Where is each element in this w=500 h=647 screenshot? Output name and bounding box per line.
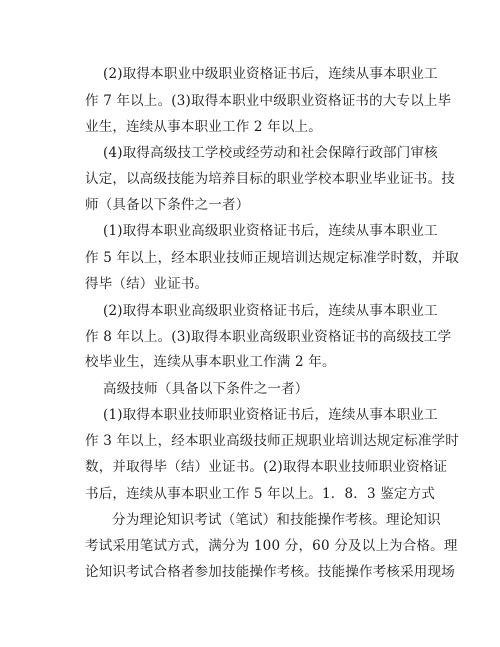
- text-line: (1)取得本职业技师职业资格证书后，连续从事本职业工: [103, 407, 438, 423]
- text-line: 分为理论知识考试（笔试）和技能操作考核。理论知识: [112, 512, 441, 528]
- text-line: 作 3 年以上，经本职业高级技师正规职业培训达规定标准学时: [85, 433, 459, 449]
- text-line: (2)取得本职业高级职业资格证书后，连续从事本职业工: [103, 303, 438, 319]
- text-line: 业生，连续从事本职业工作 2 年以上。: [85, 119, 322, 135]
- text-line: 论知识考试合格者参加技能操作考核。技能操作考核采用现场: [85, 564, 455, 580]
- text-line: 作 5 年以上，经本职业技师正规培训达规定标准学时数，并取: [85, 250, 459, 266]
- text-line: (1)取得本职业高级职业资格证书后，连续从事本职业工: [103, 223, 438, 239]
- text-line: 认定，以高级技能为培养目标的职业学校本职业毕业证书。技: [85, 171, 455, 187]
- text-line: 考试采用笔试方式，满分为 100 分，60 分及以上为合格。理: [85, 538, 458, 554]
- text-line: 师（具备以下条件之一者）: [85, 197, 250, 213]
- text-line: (4)取得高级技工学校或经劳动和社会保障行政部门审核: [103, 145, 438, 161]
- text-line: 书后，连续从事本职业工作 5 年以上。1．8．3 鉴定方式: [85, 486, 436, 502]
- text-line: 作 7 年以上。(3)取得本职业中级职业资格证书的大专以上毕: [85, 93, 452, 109]
- text-line: (2)取得本职业中级职业资格证书后，连续从事本职业工: [103, 66, 438, 82]
- text-line: 作 8 年以上。(3)取得本职业高级职业资格证书的高级技工学: [85, 329, 452, 345]
- text-line: 数，并取得毕（结）业证书。(2)取得本职业技师职业资格证: [85, 459, 448, 475]
- text-line: 校毕业生，连续从事本职业工作满 2 年。: [85, 354, 336, 370]
- text-line: 得毕（结）业证书。: [85, 276, 209, 292]
- text-line: 高级技师（具备以下条件之一者）: [103, 381, 309, 397]
